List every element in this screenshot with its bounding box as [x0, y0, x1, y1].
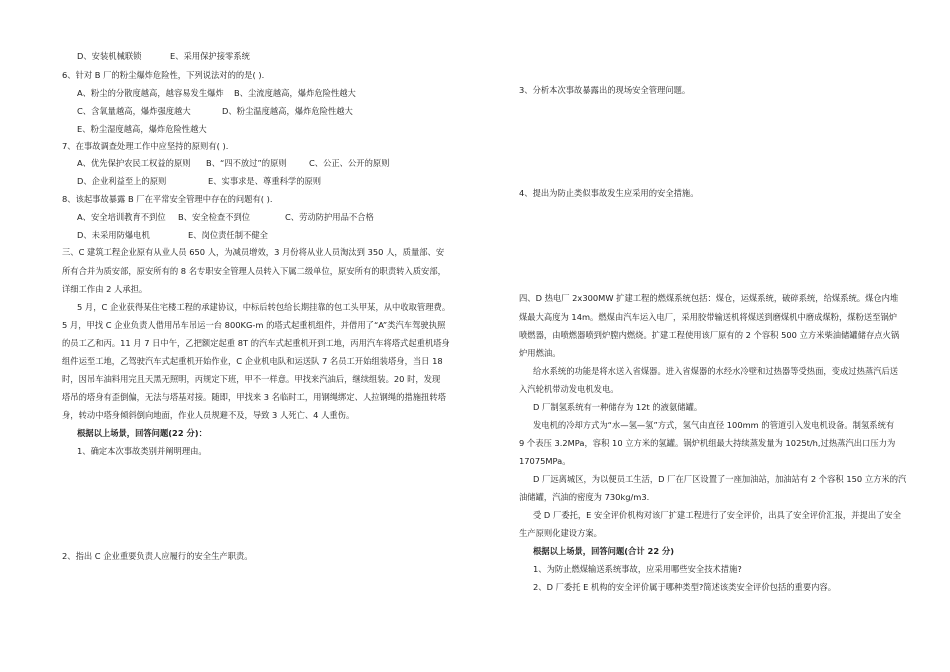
q6-option-d: D、粉尘温度越高，爆炸危险性越大 [222, 106, 353, 116]
q7-stem: 7、在事故调查处理工作中应坚持的原则有( ). [62, 141, 229, 151]
q5-option-d: D、安装机械联锁 [77, 51, 142, 61]
left-question-1: 1、确定本次事故类别并阐明理由。 [77, 446, 207, 456]
case3-line: 塔吊的塔身有歪倒偏，无法与塔基对接。随即，甲找来 3 名临时工，用钢绳绑定、人拉钢绳的措施扭转塔 [62, 392, 446, 402]
q6-stem: 6、针对 B 厂的粉尘爆炸危险性，下列说法对的的是( ). [62, 70, 265, 80]
q8-option-b: B、安全检查不到位 [178, 212, 251, 222]
case4-line: 9 个表压 3.2MPa，容积 10 立方米的氢罐。锅炉机组最大持续蒸发量为 1025t/h,过热蒸汽出口压力为 [519, 438, 896, 448]
case3-line: 的员工乙和丙。11 月 7 日中午，乙把额定起重 8T 的汽车式起重机开到工地，丙用汽车将塔式起重机塔身 [62, 338, 450, 348]
case3-line: 三、C 建筑工程企业原有从业人员 650 人，为减员增效，3 月份将从业人员淘汰到 350 人，质量部、安 [62, 247, 445, 257]
case3-line: 组件运至工地，乙驾驶汽车式起重机开始作业，C 企业机电队和运送队 7 名员工开始组装塔身，当日 18 [62, 356, 443, 366]
q8-stem: 8、该起事故暴露 B 厂在平常安全管理中存在的问题有( ). [62, 194, 273, 204]
left-question-2: 2、指出 C 企业重要负责人应履行的安全生产职责。 [62, 551, 253, 561]
case4-line: 入汽轮机带动发电机发电。 [519, 384, 619, 394]
case3-line: 所有合并为质安部，原安所有的 8 名专职安全管理人员转入下属二级单位，原安所有的职责转入质安部， [62, 266, 446, 276]
case4-line: 发电机的冷却方式为“水—氢—氢”方式，氢气由直径 100mm 的管道引入发电机设备。制氢系统有 [533, 420, 895, 430]
q6-option-a: A、粉尘的分散度越高，越容易发生爆炸 [77, 88, 224, 98]
case4-line: 四、D 热电厂 2x300MW 扩建工程的燃煤系统包括：煤仓，运煤系统，破碎系统，给煤系统。煤仓内堆 [519, 293, 899, 303]
q5-option-e: E、采用保护接零系统 [170, 51, 250, 61]
q7-option-e: E、实事求是、尊重科学的原则 [208, 176, 322, 186]
q6-option-c: C、含氧量越高，爆炸强度越大 [77, 106, 191, 116]
q8-option-c: C、劳动防护用品不合格 [285, 212, 374, 222]
case3-line: 时，因吊车油料用完且天黑无照明，丙规定下班，甲不一样意。甲找来汽油后，继续组装。20 时，发现 [62, 374, 441, 384]
q8-option-d: D、未采用防爆电机 [77, 230, 150, 240]
right-question-3: 3、分析本次事故暴露出的现场安全管理问题。 [519, 85, 691, 95]
q7-option-c: C、公正、公开的原则 [309, 158, 390, 168]
case4-line: 生产原则化建设方案。 [519, 528, 602, 538]
case4-line: 油储罐，汽油的密度为 730kg/m3. [519, 492, 650, 502]
right-question-4: 4、提出为防止类似事故发生应采用的安全措施。 [519, 188, 699, 198]
right-section-heading: 根据以上场景，回答问题(合计 22 分) [533, 546, 675, 556]
q7-option-a: A、优先保护农民工权益的原则 [77, 158, 191, 168]
right-question-1: 1、为防止燃煤输送系统事故，应采用哪些安全技术措施? [533, 564, 742, 574]
q6-option-e: E、粉尘湿度越高，爆炸危险性越大 [77, 124, 207, 134]
case4-line: 17075MPa。 [519, 456, 571, 466]
right-question-2: 2、D 厂委托 E 机构的安全评价属于哪种类型?简述该类安全评价包括的重要内容。 [533, 582, 837, 592]
case4-line: D 厂远离城区，为以便员工生活，D 厂在厂区设置了一座加油站，加油站有 2 个容积 150 立方米的汽 [533, 474, 907, 484]
case4-line: 喷燃器，由喷燃器喷到炉膛内燃烧。扩建工程使用该厂原有的 2 个容积 500 立方米柴油储罐储存点火锅 [519, 330, 900, 340]
case4-line: 炉用燃油。 [519, 348, 561, 358]
q8-option-a: A、安全培训教育不到位 [77, 212, 166, 222]
left-section-heading: 根据以上场景，回答问题(22 分)： [77, 428, 207, 438]
case4-line: 给水系统的功能是将水送入省煤器。进入省煤器的水经水冷壁和过热器等受热面，变成过热蒸汽后送 [533, 366, 899, 376]
case3-line: 身，转动中塔身倾斜倒向地面，作业人员规避不及，导致 3 人死亡、4 人重伤。 [62, 410, 355, 420]
q7-option-d: D、企业利益至上的原则 [77, 176, 167, 186]
q8-option-e: E、岗位责任制不健全 [188, 230, 268, 240]
case3-line: 详细工作由 2 人承担。 [62, 284, 148, 294]
case3-line: 5 月，C 企业获得某住宅楼工程的承建协议，中标后转包给长期挂靠的包工头甲某，从中收取管理费。 [77, 302, 451, 312]
case4-line: D 厂制氢系统有一种储存为 12t 的液氨储罐。 [533, 402, 703, 412]
case3-line: 5 月，甲找 C 企业负责人借用吊车吊运一台 800KG-m 的塔式起重机组件，并借用了“A”类汽车驾驶执照 [62, 320, 446, 330]
q7-option-b: B、“四不放过”的原则 [206, 158, 287, 168]
q6-option-b: B、尘流度越高，爆炸危险性越大 [234, 88, 356, 98]
case4-line: 煤最大高度为 14m。燃煤由汽车运入电厂，采用胶带输送机将煤送到磨煤机中磨成煤粉，煤粉送至锅炉 [519, 312, 898, 322]
case4-line: 受 D 厂委托，E 安全评价机构对该厂扩建工程进行了安全评价，出具了安全评价汇报，并提出了安全 [533, 510, 902, 520]
